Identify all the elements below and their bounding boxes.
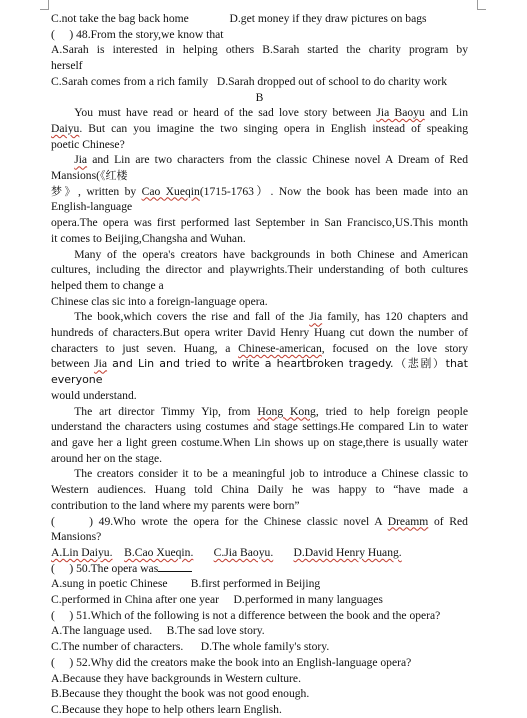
passage-line: it comes to Beijing,Changsha and Wuhan. — [51, 231, 246, 245]
option-d: D.performed in many languages — [233, 593, 383, 607]
option-c: C.performed in China after one year — [51, 593, 220, 607]
passage-line: Many of the opera's creators have backgrounds in both Chinese and American — [74, 247, 468, 261]
option-c: C.Sarah comes from a rich family — [51, 74, 209, 88]
option-b: B.first performed in Beijing — [190, 577, 321, 591]
name-underlined: Jia Baoyu — [376, 106, 425, 120]
passage-line: characters to just seven. Huang, a Chinese-american, focused on the love story — [51, 341, 469, 355]
passage-line: The art director Timmy Yip, from Hong Kong, tried to help foreign people — [74, 404, 468, 418]
option-b-continued: herself — [51, 59, 83, 73]
question-49-options — [51, 545, 468, 561]
passage-line: and gave her a light green costume.When Lin shows up on stage,there is usually water — [51, 435, 468, 449]
place-underlined: Hong Kong — [257, 404, 316, 418]
question-51-stem: ( ) 51.Which of the following is not a difference between the book and the opera? — [51, 608, 441, 622]
passage-line: opera.The opera was first performed last September in San Francisco,US.This month — [51, 216, 468, 230]
passage-line: Chinese clas sic into a foreign-language opera. — [51, 294, 268, 308]
question-51-options-cd — [51, 639, 468, 655]
question-48-options-ab — [51, 42, 468, 58]
prev-question-options-cd — [51, 11, 468, 27]
passage-line: around her on the stage. — [51, 451, 163, 465]
passage-line: You must have read or heard of the sad love story between Jia Baoyu and Lin — [74, 106, 468, 120]
passage-line: between Jia and Lin and tried to write a heartbroken tragedy.（悲剧）that everyone — [51, 357, 468, 387]
word-underlined: Chinese-american — [238, 341, 322, 355]
option-a: A.Lin Daiyu. — [51, 545, 113, 559]
option-c: C.The number of characters. — [51, 640, 184, 654]
question-50-stem: ( ) 50.The opera was — [51, 561, 468, 577]
option-d: D.Sarah dropped out of school to do charity work — [216, 74, 448, 88]
name-underlined: Jia — [309, 310, 323, 324]
option-a: A.Sarah is interested in helping others — [51, 43, 255, 57]
option-d: D.David Henry Huang. — [293, 545, 402, 559]
passage-line: would understand. — [51, 388, 137, 402]
name-underlined: Cao Xueqin — [141, 184, 200, 198]
option-d: D.get money if they draw pictures on bags — [229, 12, 427, 25]
option-d: D.The whole family's story. — [200, 640, 330, 654]
question-48-stem: ( ) 48.From the story,we know that — [51, 27, 224, 41]
document-page — [51, 11, 468, 718]
passage-line: hundreds of characters.But opera writer David Henry Huang cut down the number of — [51, 326, 468, 340]
answer-blank — [158, 561, 192, 572]
passage-line: contribution to the land where my parents were born” — [51, 498, 300, 512]
question-52-option-a: A.Because they have backgrounds in Western culture. — [51, 671, 301, 685]
option-a: A.sung in poetic Chinese — [51, 577, 168, 591]
question-52-option-c: C.Because they hope to help others learn English. — [51, 702, 282, 716]
question-52-option-b: B.Because they thought the book was not good enough. — [51, 687, 310, 701]
option-b: B.Sarah started the charity program by — [262, 43, 468, 57]
option-b: B.Cao Xueqin. — [124, 545, 194, 559]
passage-line: helped them to change a — [51, 278, 164, 292]
name-underlined: Jia — [94, 357, 108, 371]
passage-line: Daiyu. But can you imagine the two singing opera in English instead of speaking — [51, 121, 468, 135]
page-corner-mark-left — [40, 0, 49, 10]
option-c: C.Jia Baoyu. — [213, 545, 274, 559]
passage-line: English-language — [51, 200, 133, 214]
passage-line: understand the characters using costumes and stage settings.He compared Lin to water — [51, 420, 468, 434]
passage-line: The creators consider it to be a meaningful job to introduce a Chinese classic to — [74, 467, 468, 481]
passage-line: 梦》, written by Cao Xueqin(1715-1763）. Now the book has been made into an — [51, 184, 468, 198]
question-51-options-ab — [51, 623, 468, 639]
question-50-options-ab — [51, 576, 468, 592]
passage-line: poetic Chinese? — [51, 137, 125, 151]
question-52-stem: ( ) 52.Why did the creators make the book into an English-language opera? — [51, 655, 412, 669]
passage-line: cultures, including the director and playwrights.Their understanding of both cultures — [51, 263, 468, 277]
question-49-stem-continued: Mansions? — [51, 530, 102, 544]
passage-line: Mansions(《红楼 — [51, 169, 128, 183]
option-a: A.The language used. — [51, 624, 153, 638]
option-b: B.The sad love story. — [166, 624, 265, 638]
question-49-stem: ( ) 49.Who wrote the opera for the Chinese classic novel A Dreamm of Red — [51, 514, 468, 528]
question-48-options-cd — [51, 74, 468, 90]
page-corner-mark-right — [477, 0, 486, 10]
name-underlined: Jia — [74, 153, 88, 167]
passage-line: Western audiences. Huang told China Daily he was happy to “have made a — [51, 483, 468, 497]
option-c: C.not take the bag back home — [51, 12, 189, 25]
section-label: B — [255, 90, 264, 104]
name-underlined: Daiyu — [51, 121, 80, 135]
question-50-options-cd — [51, 592, 468, 608]
passage-line: The book,which covers the rise and fall of the Jia family, has 120 chapters and — [74, 310, 468, 324]
passage-line: Jia and Lin are two characters from the classic Chinese novel A Dream of Red — [74, 153, 468, 167]
word-underlined: Dreamm — [387, 514, 429, 528]
